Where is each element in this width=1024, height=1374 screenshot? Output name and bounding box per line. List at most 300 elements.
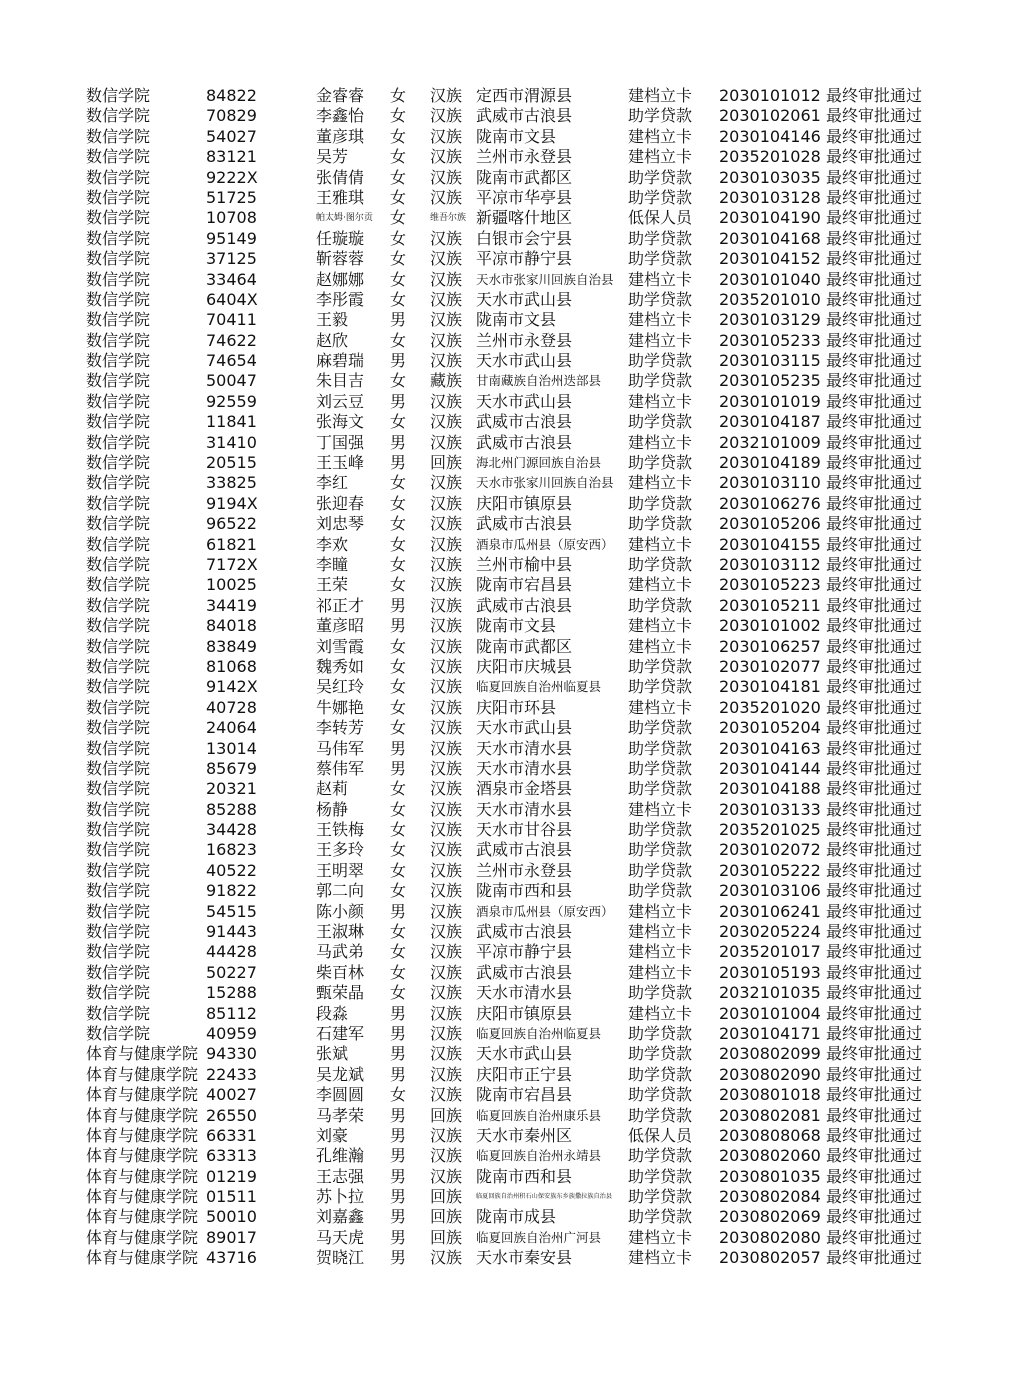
gender-cell: 女 [390, 575, 407, 595]
status-cell: 最终审批通过 [826, 595, 923, 615]
status-cell: 最终审批通过 [826, 881, 923, 901]
status-cell: 最终审批通过 [826, 962, 923, 982]
table-row [86, 412, 946, 432]
status-cell: 最终审批通过 [826, 616, 923, 636]
college-cell: 数信学院 [86, 1023, 151, 1043]
table-row [86, 168, 946, 188]
aid-type-cell: 助学贷款 [628, 289, 693, 309]
aid-type-cell: 建档立卡 [628, 697, 693, 717]
id-cell: 20321 [206, 779, 257, 799]
gender-cell: 女 [390, 554, 407, 574]
id-cell: 40522 [206, 860, 257, 880]
region-cell: 天水市清水县 [476, 758, 573, 778]
id-cell: 85288 [206, 799, 257, 819]
aid-type-cell: 助学贷款 [628, 1166, 693, 1186]
ethnicity-cell: 汉族 [430, 228, 463, 248]
ethnicity-cell: 汉族 [430, 962, 463, 982]
region-cell: 庆阳市正宁县 [476, 1064, 573, 1084]
table-row [86, 433, 946, 453]
id-cell: 61821 [206, 534, 257, 554]
code-cell: 2030105206 [719, 514, 821, 534]
ethnicity-cell: 汉族 [430, 126, 463, 146]
gender-cell: 男 [390, 595, 407, 615]
region-cell: 天水市武山县 [476, 718, 573, 738]
aid-type-cell: 助学贷款 [628, 860, 693, 880]
college-cell: 体育与健康学院 [86, 1105, 199, 1125]
data-sheet [86, 86, 946, 1269]
status-cell: 最终审批通过 [826, 391, 923, 411]
status-cell: 最终审批通过 [826, 1023, 923, 1043]
name-cell: 丁国强 [316, 432, 365, 452]
aid-type-cell: 建档立卡 [628, 473, 693, 493]
status-cell: 最终审批通过 [826, 718, 923, 738]
status-cell: 最终审批通过 [826, 1187, 923, 1207]
status-cell: 最终审批通过 [826, 167, 923, 187]
status-cell: 最终审批通过 [826, 840, 923, 860]
aid-type-cell: 助学贷款 [628, 779, 693, 799]
aid-type-cell: 建档立卡 [628, 432, 693, 452]
name-cell: 段淼 [316, 1003, 349, 1023]
table-row [86, 718, 946, 738]
status-cell: 最终审批通过 [826, 1166, 923, 1186]
college-cell: 数信学院 [86, 922, 151, 942]
aid-type-cell: 建档立卡 [628, 616, 693, 636]
id-cell: 89017 [206, 1227, 257, 1247]
code-cell: 2030106257 [719, 636, 821, 656]
name-cell: 王明翠 [316, 860, 365, 880]
gender-cell: 男 [390, 1227, 407, 1247]
code-cell: 2030104171 [719, 1023, 821, 1043]
name-cell: 马天虎 [316, 1227, 365, 1247]
region-cell: 武威市古浪县 [476, 595, 573, 615]
code-cell: 2030101012 [719, 86, 821, 105]
id-cell: 50227 [206, 962, 257, 982]
status-cell: 最终审批通过 [826, 1064, 923, 1084]
status-cell: 最终审批通过 [826, 371, 923, 391]
table-row [86, 555, 946, 575]
gender-cell: 女 [390, 514, 407, 534]
college-cell: 数信学院 [86, 840, 151, 860]
ethnicity-cell: 汉族 [430, 330, 463, 350]
region-cell: 陇南市西和县 [476, 881, 573, 901]
region-cell: 兰州市永登县 [476, 147, 573, 167]
id-cell: 15288 [206, 983, 257, 1003]
college-cell: 体育与健康学院 [86, 1187, 199, 1207]
status-cell: 最终审批通过 [826, 1125, 923, 1145]
table-row [86, 1065, 946, 1085]
name-cell: 帕太姆·图尔贡 [316, 213, 373, 224]
college-cell: 数信学院 [86, 779, 151, 799]
ethnicity-cell: 汉族 [430, 595, 463, 615]
region-cell: 天水市武山县 [476, 1044, 573, 1064]
name-cell: 王毅 [316, 310, 349, 330]
table-row [86, 514, 946, 534]
college-cell: 数信学院 [86, 554, 151, 574]
code-cell: 2030106276 [719, 493, 821, 513]
college-cell: 数信学院 [86, 636, 151, 656]
status-cell: 最终审批通过 [826, 86, 923, 105]
status-cell: 最终审批通过 [826, 1085, 923, 1105]
ethnicity-cell: 汉族 [430, 473, 463, 493]
ethnicity-cell: 汉族 [430, 391, 463, 411]
region-cell: 平凉市静宁县 [476, 942, 573, 962]
id-cell: 95149 [206, 228, 257, 248]
table-row [86, 371, 946, 391]
id-cell: 83121 [206, 147, 257, 167]
aid-type-cell: 助学贷款 [628, 187, 693, 207]
gender-cell: 女 [390, 147, 407, 167]
gender-cell: 女 [390, 412, 407, 432]
name-cell: 刘嘉鑫 [316, 1207, 365, 1227]
gender-cell: 女 [390, 106, 407, 126]
status-cell: 最终审批通过 [826, 351, 923, 371]
id-cell: 44428 [206, 942, 257, 962]
name-cell: 祁正才 [316, 595, 365, 615]
college-cell: 数信学院 [86, 126, 151, 146]
table-row [86, 575, 946, 595]
ethnicity-cell: 汉族 [430, 758, 463, 778]
code-cell: 2030808068 [719, 1125, 821, 1145]
table-row [86, 1044, 946, 1064]
college-cell: 数信学院 [86, 697, 151, 717]
gender-cell: 男 [390, 1105, 407, 1125]
region-cell: 天水市甘谷县 [476, 820, 573, 840]
ethnicity-cell: 汉族 [430, 656, 463, 676]
id-cell: 51725 [206, 187, 257, 207]
aid-type-cell: 助学贷款 [628, 1023, 693, 1043]
code-cell: 2032101035 [719, 983, 821, 1003]
table-row [86, 1228, 946, 1248]
college-cell: 数信学院 [86, 86, 151, 105]
id-cell: 10025 [206, 575, 257, 595]
id-cell: 74622 [206, 330, 257, 350]
code-cell: 2030105222 [719, 860, 821, 880]
ethnicity-cell: 汉族 [430, 636, 463, 656]
ethnicity-cell: 汉族 [430, 269, 463, 289]
ethnicity-cell: 汉族 [430, 514, 463, 534]
table-row [86, 657, 946, 677]
college-cell: 数信学院 [86, 391, 151, 411]
ethnicity-cell: 汉族 [430, 351, 463, 371]
college-cell: 数信学院 [86, 473, 151, 493]
region-cell: 陇南市西和县 [476, 1166, 573, 1186]
name-cell: 甄荣晶 [316, 983, 365, 1003]
ethnicity-cell: 回族 [430, 1227, 463, 1247]
college-cell: 体育与健康学院 [86, 1166, 199, 1186]
gender-cell: 男 [390, 1044, 407, 1064]
name-cell: 李转芳 [316, 718, 365, 738]
code-cell: 2035201017 [719, 942, 821, 962]
name-cell: 苏卜拉 [316, 1187, 365, 1207]
aid-type-cell: 助学贷款 [628, 554, 693, 574]
ethnicity-cell: 汉族 [430, 147, 463, 167]
name-cell: 朱目吉 [316, 371, 365, 391]
aid-type-cell: 助学贷款 [628, 758, 693, 778]
name-cell: 孔维瀚 [316, 1146, 365, 1166]
status-cell: 最终审批通过 [826, 412, 923, 432]
region-cell: 平凉市华亭县 [476, 187, 573, 207]
code-cell: 2030104189 [719, 453, 821, 473]
aid-type-cell: 建档立卡 [628, 330, 693, 350]
status-cell: 最终审批通过 [826, 677, 923, 697]
ethnicity-cell: 汉族 [430, 1003, 463, 1023]
ethnicity-cell: 汉族 [430, 840, 463, 860]
gender-cell: 女 [390, 962, 407, 982]
region-cell: 天水市清水县 [476, 983, 573, 1003]
gender-cell: 男 [390, 758, 407, 778]
ethnicity-cell: 汉族 [430, 901, 463, 921]
ethnicity-cell: 汉族 [430, 677, 463, 697]
name-cell: 任璇璇 [316, 228, 365, 248]
region-cell: 天水市武山县 [476, 351, 573, 371]
aid-type-cell: 助学贷款 [628, 1085, 693, 1105]
college-cell: 体育与健康学院 [86, 1044, 199, 1064]
table-row [86, 963, 946, 983]
aid-type-cell: 助学贷款 [628, 167, 693, 187]
ethnicity-cell: 汉族 [430, 1064, 463, 1084]
status-cell: 最终审批通过 [826, 779, 923, 799]
id-cell: 34419 [206, 595, 257, 615]
name-cell: 柴百林 [316, 962, 365, 982]
college-cell: 数信学院 [86, 208, 151, 228]
aid-type-cell: 建档立卡 [628, 962, 693, 982]
gender-cell: 男 [390, 310, 407, 330]
name-cell: 郭二向 [316, 881, 365, 901]
status-cell: 最终审批通过 [826, 942, 923, 962]
code-cell: 2030106241 [719, 901, 821, 921]
table-row [86, 453, 946, 473]
name-cell: 贺晓江 [316, 1248, 365, 1268]
ethnicity-cell: 汉族 [430, 799, 463, 819]
college-cell: 数信学院 [86, 289, 151, 309]
ethnicity-cell: 汉族 [430, 1085, 463, 1105]
code-cell: 2030104168 [719, 228, 821, 248]
id-cell: 6404X [206, 289, 258, 309]
name-cell: 李鑫怡 [316, 106, 365, 126]
gender-cell: 男 [390, 1064, 407, 1084]
gender-cell: 女 [390, 86, 407, 105]
table-row [86, 1085, 946, 1105]
status-cell: 最终审批通过 [826, 636, 923, 656]
ethnicity-cell: 汉族 [430, 1044, 463, 1064]
name-cell: 石建军 [316, 1023, 365, 1043]
code-cell: 2030103128 [719, 187, 821, 207]
aid-type-cell: 助学贷款 [628, 1044, 693, 1064]
college-cell: 数信学院 [86, 820, 151, 840]
name-cell: 马武弟 [316, 942, 365, 962]
region-cell: 兰州市永登县 [476, 860, 573, 880]
id-cell: 50047 [206, 371, 257, 391]
name-cell: 李圆圆 [316, 1085, 365, 1105]
name-cell: 吴红玲 [316, 677, 365, 697]
code-cell: 2030802057 [719, 1248, 821, 1268]
region-cell: 武威市古浪县 [476, 922, 573, 942]
code-cell: 2035201020 [719, 697, 821, 717]
name-cell: 董彦琪 [316, 126, 365, 146]
aid-type-cell: 建档立卡 [628, 901, 693, 921]
ethnicity-cell: 汉族 [430, 412, 463, 432]
name-cell: 张迎春 [316, 493, 365, 513]
region-cell: 天水市秦州区 [476, 1125, 573, 1145]
code-cell: 2030102072 [719, 840, 821, 860]
status-cell: 最终审批通过 [826, 432, 923, 452]
ethnicity-cell: 汉族 [430, 1023, 463, 1043]
region-cell: 天水市清水县 [476, 738, 573, 758]
gender-cell: 女 [390, 289, 407, 309]
code-cell: 2030801035 [719, 1166, 821, 1186]
id-cell: 31410 [206, 432, 257, 452]
gender-cell: 男 [390, 1003, 407, 1023]
gender-cell: 男 [390, 1125, 407, 1145]
id-cell: 91822 [206, 881, 257, 901]
gender-cell: 女 [390, 718, 407, 738]
table-row [86, 127, 946, 147]
table-row [86, 106, 946, 126]
gender-cell: 女 [390, 840, 407, 860]
status-cell: 最终审批通过 [826, 269, 923, 289]
id-cell: 74654 [206, 351, 257, 371]
name-cell: 董彦昭 [316, 616, 365, 636]
code-cell: 2030802084 [719, 1187, 821, 1207]
code-cell: 2030802069 [719, 1207, 821, 1227]
status-cell: 最终审批通过 [826, 106, 923, 126]
code-cell: 2030104181 [719, 677, 821, 697]
aid-type-cell: 建档立卡 [628, 534, 693, 554]
college-cell: 数信学院 [86, 310, 151, 330]
name-cell: 张倩倩 [316, 167, 365, 187]
region-cell: 新疆喀什地区 [476, 208, 573, 228]
status-cell: 最终审批通过 [826, 208, 923, 228]
status-cell: 最终审批通过 [826, 1207, 923, 1227]
name-cell: 牛娜艳 [316, 697, 365, 717]
college-cell: 数信学院 [86, 269, 151, 289]
status-cell: 最终审批通过 [826, 738, 923, 758]
id-cell: 20515 [206, 453, 257, 473]
code-cell: 2030801018 [719, 1085, 821, 1105]
name-cell: 王铁梅 [316, 820, 365, 840]
table-row [86, 1126, 946, 1146]
status-cell: 最终审批通过 [826, 147, 923, 167]
college-cell: 数信学院 [86, 187, 151, 207]
code-cell: 2030802090 [719, 1064, 821, 1084]
status-cell: 最终审批通过 [826, 983, 923, 1003]
status-cell: 最终审批通过 [826, 697, 923, 717]
gender-cell: 女 [390, 697, 407, 717]
code-cell: 2030102061 [719, 106, 821, 126]
id-cell: 37125 [206, 249, 257, 269]
ethnicity-cell: 汉族 [430, 820, 463, 840]
aid-type-cell: 助学贷款 [628, 514, 693, 534]
code-cell: 2030104144 [719, 758, 821, 778]
college-cell: 数信学院 [86, 371, 151, 391]
table-row [86, 820, 946, 840]
region-cell: 陇南市文县 [476, 126, 557, 146]
ethnicity-cell: 汉族 [430, 554, 463, 574]
aid-type-cell: 助学贷款 [628, 738, 693, 758]
gender-cell: 女 [390, 187, 407, 207]
table-row [86, 331, 946, 351]
table-row [86, 1106, 946, 1126]
name-cell: 魏秀如 [316, 656, 365, 676]
table-row [86, 229, 946, 249]
name-cell: 李红 [316, 473, 349, 493]
id-cell: 85112 [206, 1003, 257, 1023]
id-cell: 83849 [206, 636, 257, 656]
college-cell: 数信学院 [86, 595, 151, 615]
code-cell: 2030104155 [719, 534, 821, 554]
region-cell: 陇南市宕昌县 [476, 575, 573, 595]
status-cell: 最终审批通过 [826, 860, 923, 880]
status-cell: 最终审批通过 [826, 126, 923, 146]
college-cell: 数信学院 [86, 167, 151, 187]
gender-cell: 女 [390, 779, 407, 799]
ethnicity-cell: 汉族 [430, 167, 463, 187]
college-cell: 数信学院 [86, 738, 151, 758]
ethnicity-cell: 汉族 [430, 718, 463, 738]
id-cell: 10708 [206, 208, 257, 228]
table-row [86, 1146, 946, 1166]
table-row [86, 942, 946, 962]
college-cell: 数信学院 [86, 962, 151, 982]
aid-type-cell: 建档立卡 [628, 1248, 693, 1268]
id-cell: 54027 [206, 126, 257, 146]
gender-cell: 男 [390, 901, 407, 921]
ethnicity-cell: 回族 [430, 1187, 463, 1207]
gender-cell: 男 [390, 453, 407, 473]
id-cell: 84018 [206, 616, 257, 636]
aid-type-cell: 助学贷款 [628, 595, 693, 615]
region-cell: 庆阳市环县 [476, 697, 557, 717]
status-cell: 最终审批通过 [826, 310, 923, 330]
college-cell: 数信学院 [86, 147, 151, 167]
id-cell: 11841 [206, 412, 257, 432]
code-cell: 2030103035 [719, 167, 821, 187]
aid-type-cell: 助学贷款 [628, 1064, 693, 1084]
code-cell: 2032101009 [719, 432, 821, 452]
id-cell: 70411 [206, 310, 257, 330]
college-cell: 数信学院 [86, 677, 151, 697]
ethnicity-cell: 汉族 [430, 289, 463, 309]
gender-cell: 男 [390, 1207, 407, 1227]
gender-cell: 女 [390, 330, 407, 350]
college-cell: 数信学院 [86, 901, 151, 921]
aid-type-cell: 助学贷款 [628, 351, 693, 371]
aid-type-cell: 助学贷款 [628, 1146, 693, 1166]
aid-type-cell: 助学贷款 [628, 371, 693, 391]
region-cell: 武威市古浪县 [476, 840, 573, 860]
college-cell: 数信学院 [86, 1003, 151, 1023]
ethnicity-cell: 汉族 [430, 310, 463, 330]
college-cell: 数信学院 [86, 534, 151, 554]
aid-type-cell: 助学贷款 [628, 1187, 693, 1207]
ethnicity-cell: 汉族 [430, 1166, 463, 1186]
college-cell: 体育与健康学院 [86, 1064, 199, 1084]
id-cell: 26550 [206, 1105, 257, 1125]
code-cell: 2030104163 [719, 738, 821, 758]
college-cell: 数信学院 [86, 514, 151, 534]
college-cell: 数信学院 [86, 330, 151, 350]
college-cell: 数信学院 [86, 106, 151, 126]
code-cell: 2030101004 [719, 1003, 821, 1023]
code-cell: 2030103129 [719, 310, 821, 330]
status-cell: 最终审批通过 [826, 473, 923, 493]
region-cell: 酒泉市瓜州县（原安西） [476, 903, 614, 919]
table-row [86, 616, 946, 636]
region-cell: 临夏回族自治州积石山保安族东乡族撒拉族自治县 [476, 1193, 613, 1201]
table-row [86, 902, 946, 922]
code-cell: 2030105204 [719, 718, 821, 738]
ethnicity-cell: 汉族 [430, 534, 463, 554]
